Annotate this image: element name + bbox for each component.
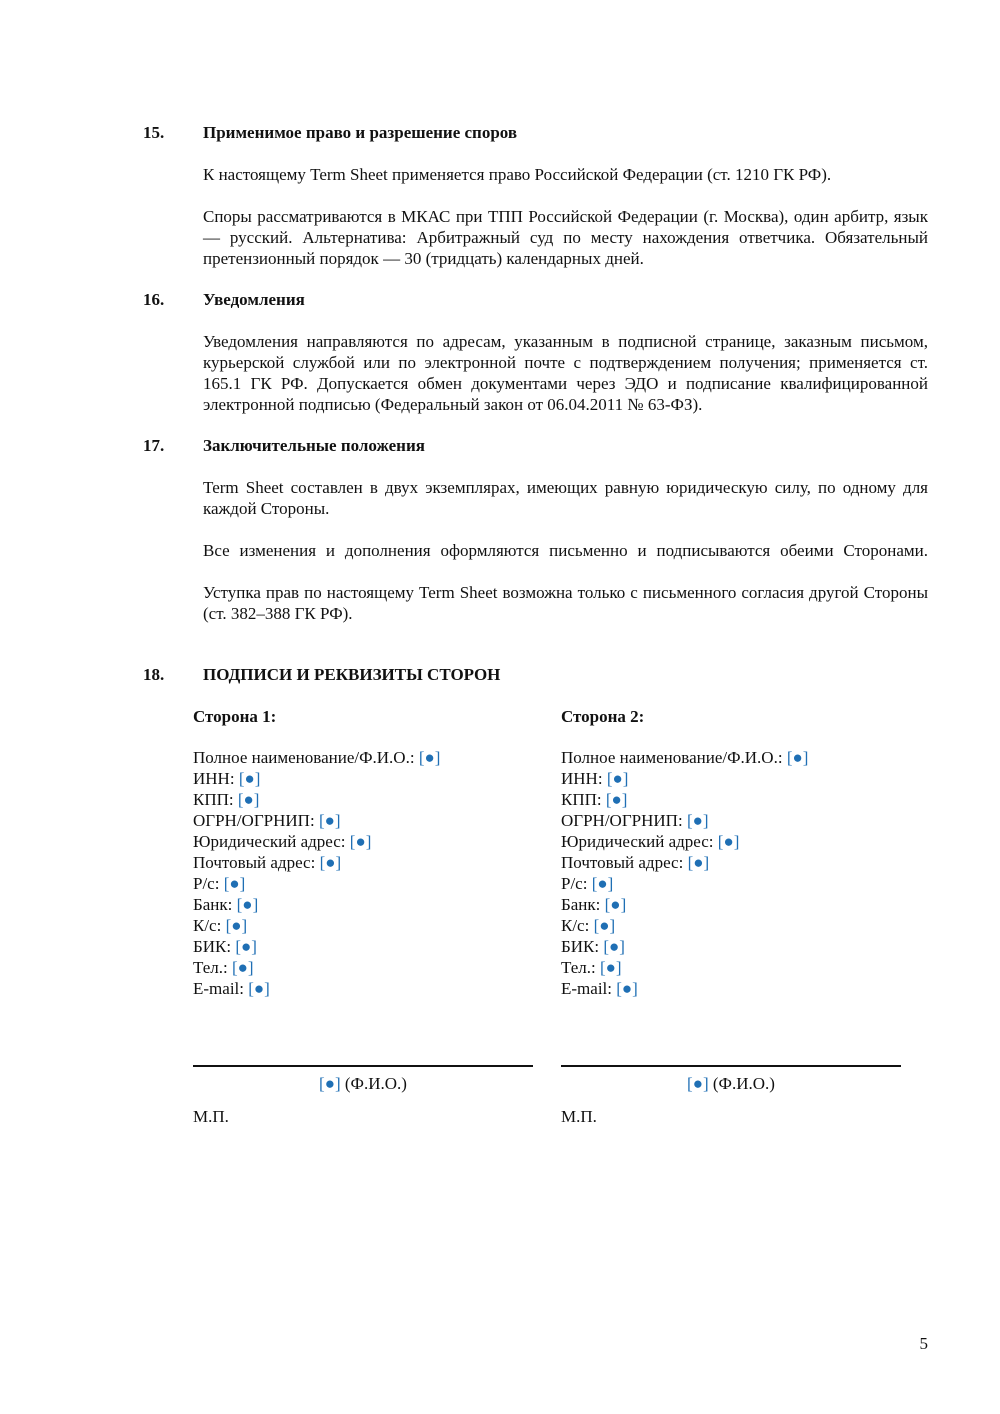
party-1-details [193,706,533,999]
placeholder: [●] [604,895,627,914]
party-2-details [561,706,901,999]
placeholder: [●] [248,979,270,998]
seal-label-party-1: М.П. [193,1107,229,1126]
field-label: БИК: [193,937,232,956]
paragraph: Споры рассматриваются в МКАС при ТПП Российской Федерации (г. Москва), один арбитр, язык — русский. Альтернатива: Арбитражный суд по месту нахождения ответчика. Обязательный претензионный порядок — 30 (тридцать) календарных дней. [203,207,928,268]
field-label: E-mail: [561,979,612,998]
section-number: 16. [143,290,165,309]
paragraph: К настоящему Term Sheet применяется право Российской Федерации (ст. 1210 ГК РФ). [203,165,832,184]
field-label: ИНН: [193,769,235,788]
field-label: Почтовый адрес: [561,853,684,872]
paragraph: Term Sheet составлен в двух экземплярах, имеющих равную юридическую силу, по одному для каждой Стороны. [203,478,928,518]
section-heading [143,289,928,310]
placeholder: [●] [238,769,261,788]
requisite-inn [193,768,533,789]
requisite-account [193,873,533,894]
signature-line-party-1 [193,1065,533,1067]
placeholder: [●] [717,832,740,851]
requisite-bik [193,936,533,957]
field-label: Банк: [561,895,601,914]
section-17 [143,435,928,624]
requisite-full-name [193,747,533,768]
requisite-corr-account [561,915,901,936]
section-16 [143,289,928,415]
placeholder: [●] [593,916,616,935]
placeholder: [●] [600,958,622,977]
placeholder: [●] [319,853,342,872]
placeholder: [●] [235,937,257,956]
party-title: Сторона 2: [561,707,645,726]
requisite-kpp [193,789,533,810]
requisite-bik [561,936,901,957]
placeholder: [●] [605,790,628,809]
requisite-phone [561,957,901,978]
field-label: Полное наименование/Ф.И.О.: [561,748,783,767]
requisite-kpp [561,789,901,810]
field-label: ИНН: [561,769,603,788]
field-label: Тел.: [561,958,596,977]
signature-name-label: (Ф.И.О.) [712,1074,775,1093]
paragraph: Уступка прав по настоящему Term Sheet возможна только с письменного согласия другой Стороны (ст. 382–388 ГК РФ). [203,583,928,623]
requisite-legal-address [193,831,533,852]
field-label: Полное наименование/Ф.И.О.: [193,748,415,767]
field-label: БИК: [561,937,600,956]
requisite-inn [561,768,901,789]
placeholder: [●] [591,874,614,893]
signature-line-party-2 [561,1065,901,1067]
section-15 [143,122,928,269]
seal-label-party-2: М.П. [561,1107,597,1126]
field-label: ОГРН/ОГРНИП: [193,811,315,830]
field-label: К/с: [193,916,222,935]
placeholder: [●] [237,790,260,809]
requisite-phone [193,957,533,978]
requisite-bank [561,894,901,915]
party-title: Сторона 1: [193,707,277,726]
requisite-postal-address [561,852,901,873]
field-label: Тел.: [193,958,228,977]
placeholder: [●] [686,811,709,830]
section-title: Заключительные положения [203,436,425,455]
placeholder: [●] [418,748,441,767]
requisite-full-name [561,747,901,768]
requisite-email [193,978,533,999]
placeholder: [●] [606,769,629,788]
requisite-postal-address [193,852,533,873]
field-label: ОГРН/ОГРНИП: [561,811,683,830]
section-number: 18. [143,665,165,684]
section-title: ПОДПИСИ И РЕКВИЗИТЫ СТОРОН [203,665,501,684]
field-label: Юридический адрес: [193,832,346,851]
signature-name-label: (Ф.И.О.) [344,1074,407,1093]
requisites-list [561,747,901,999]
placeholder: [●] [225,916,248,935]
placeholder: [●] [786,748,809,767]
page-number: 5 [919,1334,928,1353]
field-label: E-mail: [193,979,244,998]
section-number: 17. [143,436,165,455]
requisite-email [561,978,901,999]
placeholder: [●] [232,958,254,977]
section-number: 15. [143,123,165,142]
requisite-ogrn [561,810,901,831]
section-18 [143,664,928,685]
signature-caption-party-2 [561,1073,901,1094]
field-label: К/с: [561,916,590,935]
requisite-bank [193,894,533,915]
requisite-legal-address [561,831,901,852]
section-title: Применимое право и разрешение споров [203,123,518,142]
placeholder: [●] [236,895,259,914]
placeholder: [●] [318,811,341,830]
placeholder: [●] [319,1074,341,1093]
field-label: Почтовый адрес: [193,853,316,872]
placeholder: [●] [616,979,638,998]
field-label: КПП: [193,790,234,809]
paragraph: Все изменения и дополнения оформляются письменно и подписываются обеими Сторонами. [203,541,928,560]
field-label: Банк: [193,895,233,914]
field-label: Юридический адрес: [561,832,714,851]
field-label: КПП: [561,790,602,809]
placeholder: [●] [349,832,372,851]
requisite-corr-account [193,915,533,936]
section-heading [143,435,928,456]
section-heading [143,664,928,685]
placeholder: [●] [223,874,246,893]
field-label: Р/с: [561,874,588,893]
signature-caption-party-1 [193,1073,533,1094]
placeholder: [●] [603,937,625,956]
requisites-list [193,747,533,999]
field-label: Р/с: [193,874,220,893]
requisite-ogrn [193,810,533,831]
section-heading [143,122,928,143]
section-title: Уведомления [203,290,305,309]
paragraph: Уведомления направляются по адресам, указанным в подписной странице, заказным письмом, курьерской службой или по электронной почте с подтверждением получения; применяется ст. 165.1 ГК РФ. Допускается обмен документами через ЭДО и подписание квалифицированной электронной подписью (Федеральный закон от 06.04.2011 № 63-ФЗ). [203,332,928,414]
requisite-account [561,873,901,894]
placeholder: [●] [687,1074,709,1093]
placeholder: [●] [687,853,710,872]
